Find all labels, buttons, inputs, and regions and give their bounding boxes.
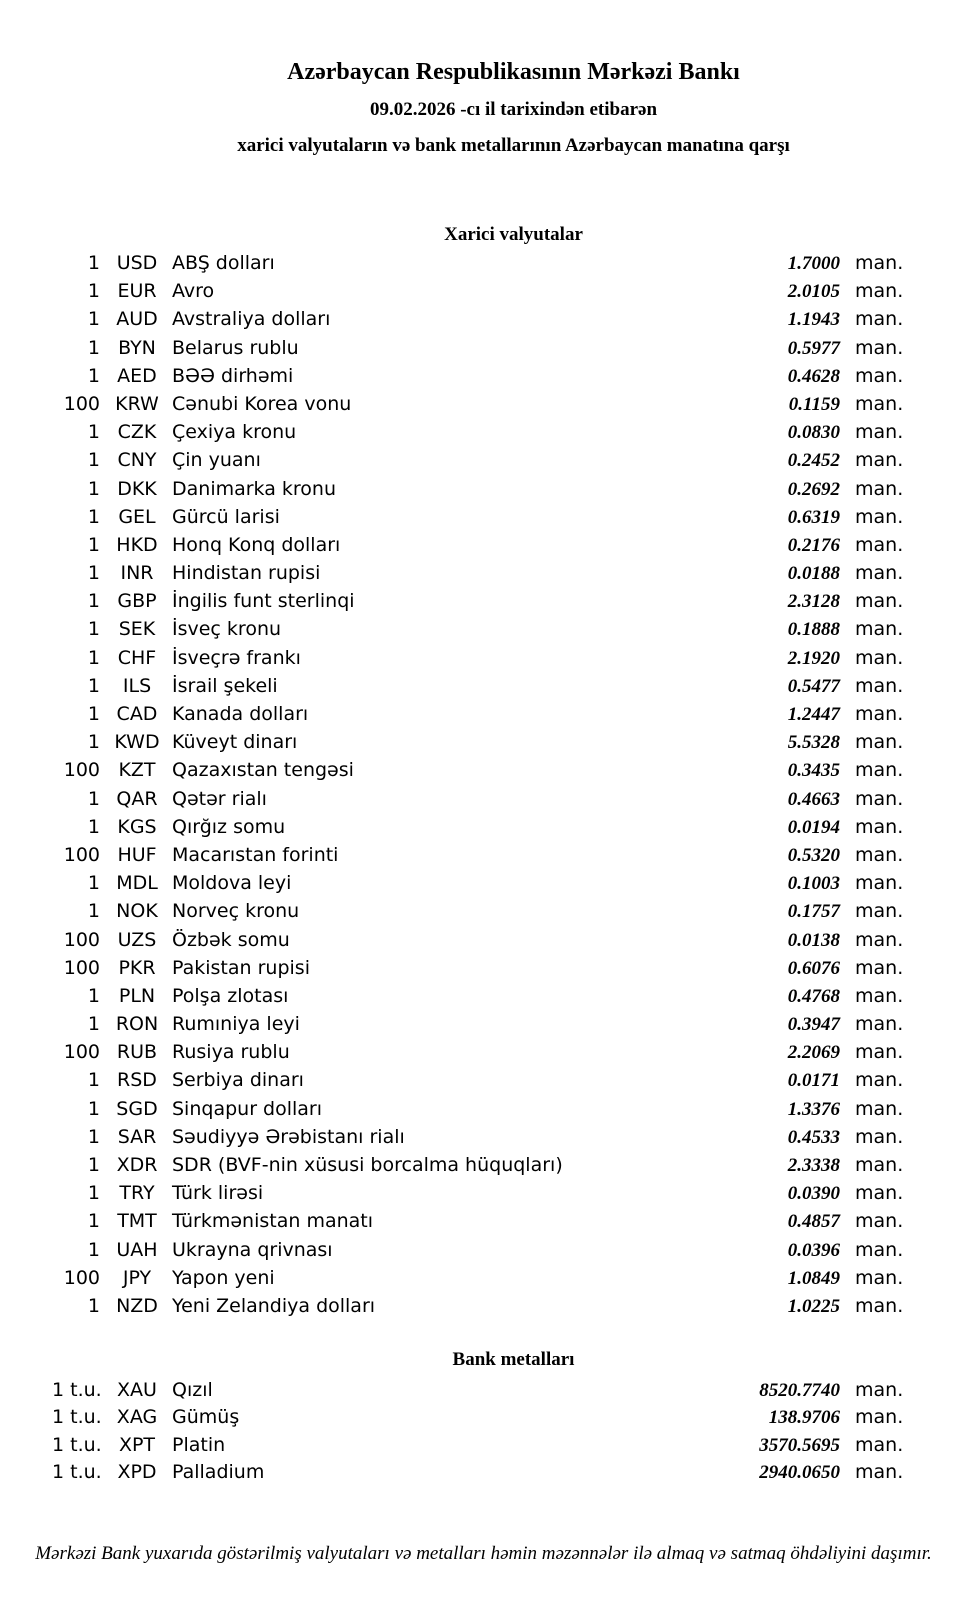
table-row <box>0 615 967 643</box>
metal-name: Platin <box>172 1433 226 1456</box>
exchange-rate: 0.4663 <box>787 788 840 810</box>
table-row <box>0 1066 967 1094</box>
table-row <box>0 559 967 587</box>
exchange-rate: 2.1920 <box>787 647 840 669</box>
table-row <box>0 1095 967 1123</box>
table-row <box>0 1292 967 1320</box>
currency-quantity: 100 <box>63 1266 100 1289</box>
currency-quantity: 100 <box>63 1041 100 1064</box>
unit-label: man. <box>855 900 904 923</box>
currency-code: KGS <box>117 815 157 838</box>
unit-label: man. <box>855 1154 904 1176</box>
currency-name: Hindistan rupisi <box>172 562 321 585</box>
table-row <box>0 982 967 1010</box>
table-row <box>0 1010 967 1038</box>
currency-quantity: 1 <box>87 646 100 669</box>
table-row <box>0 1459 967 1486</box>
currency-name: Rumıniya leyi <box>172 1013 300 1036</box>
currency-quantity: 100 <box>63 843 100 866</box>
table-row <box>0 1151 967 1179</box>
currency-code: GBP <box>117 590 157 613</box>
currency-code: CAD <box>116 703 158 725</box>
currency-name: Serbiya dinarı <box>172 1069 304 1092</box>
metals-section-heading: Bank metalları <box>452 1349 575 1371</box>
currency-quantity: 1 <box>87 1125 100 1148</box>
unit-label: man. <box>855 1294 904 1317</box>
metal-name: Qızıl <box>172 1379 213 1402</box>
currency-name: İsveçrə frankı <box>172 646 301 669</box>
currency-name: Türk lirəsi <box>172 1182 264 1205</box>
exchange-rate: 0.0396 <box>787 1239 840 1261</box>
currency-name: Rusiya rublu <box>172 1041 290 1064</box>
exchange-rate: 5.5328 <box>787 732 840 754</box>
unit-label: man. <box>855 421 904 444</box>
exchange-rate: 8520.7740 <box>759 1380 840 1402</box>
unit-label: man. <box>855 392 904 415</box>
metal-code: XPT <box>118 1433 156 1456</box>
table-row <box>0 644 967 672</box>
disclaimer-text: Mərkəzi Bank yuxarıda göstərilmiş valyutaları və metalları həmin məzənnələr ilə almaq və satmaq öhdəliyini daşımır. <box>35 1542 932 1564</box>
unit-label: man. <box>855 505 904 528</box>
metal-quantity: 1 t.u. <box>52 1379 102 1402</box>
currency-quantity: 1 <box>87 900 100 923</box>
exchange-rate: 2.3338 <box>787 1155 840 1176</box>
unit-label: man. <box>855 815 904 838</box>
currency-quantity: 1 <box>87 1238 100 1261</box>
table-row <box>0 362 967 390</box>
unit-label: man. <box>855 1097 904 1120</box>
exchange-rate: 0.4533 <box>787 1126 840 1148</box>
exchange-rate: 1.3376 <box>787 1098 840 1120</box>
unit-label: man. <box>855 843 904 866</box>
unit-label: man. <box>855 1460 904 1483</box>
currency-quantity: 1 <box>87 1097 100 1120</box>
currency-code: UAH <box>116 1238 158 1261</box>
currency-quantity: 100 <box>63 759 100 782</box>
exchange-rate: 0.5320 <box>787 844 840 866</box>
table-row <box>0 954 967 982</box>
exchange-rate: 0.0171 <box>787 1070 840 1092</box>
metal-name: Gümüş <box>172 1406 240 1429</box>
currency-code: PKR <box>118 956 156 979</box>
effective-date-line: 09.02.2026 -cı il tarixindən etibarən <box>369 99 658 120</box>
unit-label: man. <box>855 956 904 979</box>
table-row <box>0 390 967 418</box>
currency-quantity: 1 <box>87 1069 100 1092</box>
table-row <box>0 756 967 784</box>
currency-code: USD <box>116 252 158 274</box>
currency-quantity: 1 <box>87 731 100 754</box>
exchange-rate: 0.4768 <box>787 985 840 1007</box>
currency-quantity: 1 <box>87 590 100 613</box>
unit-label: man. <box>855 449 904 472</box>
currency-name: ABŞ dolları <box>172 252 275 274</box>
currencies-section-heading: Xarici valyutalar <box>444 224 583 245</box>
currency-name: SDR (BVF-nin xüsusi borcalma hüquqları) <box>172 1154 563 1176</box>
currency-code: MDL <box>116 872 158 895</box>
currency-quantity: 1 <box>87 787 100 810</box>
currency-code: QAR <box>116 787 158 810</box>
metals-table <box>0 1377 967 1486</box>
currency-code: CHF <box>117 646 157 669</box>
currency-name: Avro <box>172 280 215 303</box>
unit-label: man. <box>855 1379 904 1402</box>
unit-label: man. <box>855 590 904 613</box>
currency-name: Ukrayna qrivnası <box>172 1238 333 1261</box>
currency-quantity: 1 <box>87 280 100 303</box>
currency-code: HKD <box>116 533 158 556</box>
table-row <box>0 869 967 897</box>
currency-code: EUR <box>117 280 157 303</box>
exchange-rate: 0.6076 <box>787 957 840 979</box>
unit-label: man. <box>855 1013 904 1036</box>
currency-code: KZT <box>118 759 156 782</box>
page-title: Azərbaycan Respublikasının Mərkəzi Bankı <box>287 59 740 85</box>
exchange-rate: 0.3947 <box>787 1014 840 1036</box>
exchange-rate: 0.1159 <box>788 393 840 415</box>
currency-name: Yapon yeni <box>172 1266 275 1289</box>
currency-name: İsveç kronu <box>172 618 282 641</box>
currency-code: SGD <box>116 1097 158 1120</box>
currency-quantity: 1 <box>87 872 100 895</box>
exchange-rate: 138.9706 <box>768 1407 840 1429</box>
unit-label: man. <box>855 674 904 697</box>
exchange-rate: 2.3128 <box>787 591 840 613</box>
currency-name: Pakistan rupisi <box>172 956 310 979</box>
table-row <box>0 334 967 362</box>
unit-label: man. <box>855 533 904 556</box>
exchange-rate: 1.0225 <box>787 1295 840 1317</box>
currency-name: Qətər rialı <box>172 787 267 810</box>
currency-name: Belarus rublu <box>172 336 299 359</box>
exchange-rate: 2.0105 <box>787 281 840 303</box>
currency-quantity: 100 <box>63 956 100 979</box>
subject-line: xarici valyutaların və bank metallarının Azərbaycan manatına qarşı <box>237 135 790 156</box>
exchange-rate: 0.2452 <box>787 450 840 472</box>
metal-quantity: 1 t.u. <box>52 1460 102 1483</box>
unit-label: man. <box>855 1069 904 1092</box>
exchange-rate: 0.3435 <box>787 760 840 782</box>
currency-quantity: 1 <box>87 336 100 359</box>
unit-label: man. <box>855 759 904 782</box>
currency-name: Çin yuanı <box>172 449 261 472</box>
unit-label: man. <box>855 562 904 585</box>
exchange-rate: 3570.5695 <box>759 1434 840 1456</box>
unit-label: man. <box>855 252 904 274</box>
exchange-rate: 0.0830 <box>787 422 840 444</box>
currency-code: TRY <box>119 1182 155 1205</box>
table-row <box>0 475 967 503</box>
table-row <box>0 672 967 700</box>
currency-quantity: 1 <box>87 477 100 500</box>
table-row <box>0 1038 967 1066</box>
currency-quantity: 1 <box>87 562 100 585</box>
metal-name: Palladium <box>172 1460 265 1483</box>
unit-label: man. <box>855 1266 904 1289</box>
unit-label: man. <box>855 477 904 500</box>
table-row <box>0 277 967 305</box>
currency-name: BƏƏ dirhəmi <box>172 364 294 387</box>
currency-quantity: 100 <box>63 392 100 415</box>
table-row <box>0 700 967 728</box>
table-row <box>0 446 967 474</box>
unit-label: man. <box>855 928 904 951</box>
exchange-rate: 0.1888 <box>787 619 840 641</box>
currency-name: Sinqapur dolları <box>172 1097 323 1120</box>
currency-quantity: 1 <box>87 421 100 444</box>
table-row <box>0 813 967 841</box>
unit-label: man. <box>855 703 904 725</box>
currency-name: Qırğız somu <box>172 815 286 838</box>
currency-name: Qazaxıstan tengəsi <box>172 759 354 782</box>
exchange-rate: 0.1003 <box>787 873 840 895</box>
currency-code: CNY <box>117 449 157 472</box>
table-row <box>0 1377 967 1404</box>
currency-code: JPY <box>122 1266 152 1289</box>
exchange-rate: 0.5977 <box>787 337 840 359</box>
table-row <box>0 785 967 813</box>
currency-code: RON <box>115 1013 159 1036</box>
metal-code: XAU <box>117 1379 157 1402</box>
table-row <box>0 503 967 531</box>
exchange-rate: 0.0390 <box>787 1183 840 1205</box>
table-row <box>0 531 967 559</box>
currency-name: Polşa zlotası <box>172 984 289 1007</box>
unit-label: man. <box>855 364 904 387</box>
table-row <box>0 1404 967 1431</box>
unit-label: man. <box>855 787 904 810</box>
unit-label: man. <box>855 1210 904 1233</box>
currency-quantity: 1 <box>87 815 100 838</box>
currency-name: İsrail şekeli <box>172 674 278 697</box>
exchange-rate: 0.2692 <box>787 478 840 500</box>
currency-quantity: 1 <box>87 984 100 1007</box>
unit-label: man. <box>855 1433 904 1456</box>
currency-name: Moldova leyi <box>172 872 292 895</box>
exchange-rate: 0.0138 <box>787 929 840 951</box>
currency-quantity: 1 <box>87 1210 100 1233</box>
currency-name: Norveç kronu <box>172 900 300 923</box>
exchange-rate: 0.6319 <box>787 506 840 528</box>
exchange-rate: 2940.0650 <box>759 1461 840 1483</box>
table-row <box>0 249 967 277</box>
metal-quantity: 1 t.u. <box>52 1406 102 1429</box>
unit-label: man. <box>855 1182 904 1205</box>
currency-code: UZS <box>117 928 157 951</box>
exchange-rate: 0.0194 <box>787 816 840 838</box>
unit-label: man. <box>855 618 904 641</box>
unit-label: man. <box>855 308 904 331</box>
currency-code: SAR <box>117 1125 157 1148</box>
currency-name: Cənubi Korea vonu <box>172 392 352 415</box>
currency-code: AED <box>117 364 157 387</box>
currency-code: GEL <box>118 505 156 528</box>
currency-code: KWD <box>114 731 160 754</box>
currency-code: BYN <box>118 336 156 359</box>
currency-name: Çexiya kronu <box>172 421 297 444</box>
currency-name: İngilis funt sterlinqi <box>172 590 355 613</box>
currency-code: NOK <box>116 900 158 923</box>
table-row <box>0 305 967 333</box>
currency-code: ILS <box>122 674 152 697</box>
table-row <box>0 897 967 925</box>
currency-name: Danimarka kronu <box>172 477 337 500</box>
table-row <box>0 418 967 446</box>
currencies-table <box>0 249 967 1320</box>
exchange-rate: 0.1757 <box>787 901 840 923</box>
table-row <box>0 1207 967 1235</box>
table-row <box>0 1432 967 1459</box>
unit-label: man. <box>855 872 904 895</box>
currency-quantity: 100 <box>63 928 100 951</box>
currency-code: PLN <box>118 984 156 1007</box>
currency-quantity: 1 <box>87 1154 100 1176</box>
unit-label: man. <box>855 1041 904 1064</box>
currency-quantity: 1 <box>87 533 100 556</box>
currency-code: RUB <box>116 1041 158 1064</box>
currency-code: INR <box>120 562 154 585</box>
currency-code: DKK <box>117 477 157 500</box>
currency-name: Yeni Zelandiya dolları <box>172 1294 376 1317</box>
unit-label: man. <box>855 1406 904 1429</box>
table-row <box>0 1236 967 1264</box>
unit-label: man. <box>855 984 904 1007</box>
exchange-rate: 0.4857 <box>787 1211 840 1233</box>
currency-name: Honq Konq dolları <box>172 533 341 556</box>
currency-code: RSD <box>117 1069 157 1092</box>
currency-quantity: 1 <box>87 252 100 274</box>
table-row <box>0 1123 967 1151</box>
unit-label: man. <box>855 1125 904 1148</box>
currency-quantity: 1 <box>87 308 100 331</box>
exchange-rate: 0.4628 <box>787 365 840 387</box>
currency-quantity: 1 <box>87 1013 100 1036</box>
table-row <box>0 1179 967 1207</box>
unit-label: man. <box>855 280 904 303</box>
metal-code: XAG <box>116 1406 158 1429</box>
currency-name: Macarıstan forinti <box>172 843 339 866</box>
table-row <box>0 728 967 756</box>
table-row <box>0 841 967 869</box>
exchange-rate: 1.7000 <box>787 253 840 274</box>
table-row <box>0 926 967 954</box>
currency-quantity: 1 <box>87 703 100 725</box>
currency-name: Türkmənistan manatı <box>172 1210 374 1233</box>
currency-quantity: 1 <box>87 674 100 697</box>
currency-code: NZD <box>116 1294 158 1317</box>
exchange-rate: 0.2176 <box>787 534 840 556</box>
currency-code: SEK <box>118 618 156 641</box>
unit-label: man. <box>855 336 904 359</box>
unit-label: man. <box>855 1238 904 1261</box>
currency-code: XDR <box>116 1154 158 1176</box>
currency-name: Avstraliya dolları <box>172 308 331 331</box>
unit-label: man. <box>855 731 904 754</box>
currency-code: HUF <box>117 843 157 866</box>
currency-quantity: 1 <box>87 1182 100 1205</box>
currency-code: TMT <box>117 1210 157 1233</box>
exchange-rate: 1.2447 <box>787 704 840 725</box>
exchange-rate: 2.2069 <box>787 1042 840 1064</box>
exchange-rate: 1.0849 <box>787 1267 840 1289</box>
currency-name: Kanada dolları <box>172 703 309 725</box>
metal-quantity: 1 t.u. <box>52 1433 102 1456</box>
metal-code: XPD <box>117 1460 157 1483</box>
currency-quantity: 1 <box>87 449 100 472</box>
table-row <box>0 1264 967 1292</box>
currency-quantity: 1 <box>87 364 100 387</box>
currency-code: AUD <box>116 308 158 331</box>
currency-code: KRW <box>115 392 159 415</box>
unit-label: man. <box>855 646 904 669</box>
currency-quantity: 1 <box>87 505 100 528</box>
currency-code: CZK <box>117 421 157 444</box>
currency-name: Səudiyyə Ərəbistanı rialı <box>172 1125 405 1148</box>
currency-name: Küveyt dinarı <box>172 731 298 754</box>
currency-name: Özbək somu <box>172 928 290 951</box>
table-row <box>0 587 967 615</box>
exchange-rate: 1.1943 <box>787 309 840 331</box>
exchange-rate: 0.5477 <box>787 675 840 697</box>
currency-quantity: 1 <box>87 618 100 641</box>
currency-name: Gürcü larisi <box>172 505 280 528</box>
exchange-rate: 0.0188 <box>787 563 840 585</box>
currency-quantity: 1 <box>87 1294 100 1317</box>
